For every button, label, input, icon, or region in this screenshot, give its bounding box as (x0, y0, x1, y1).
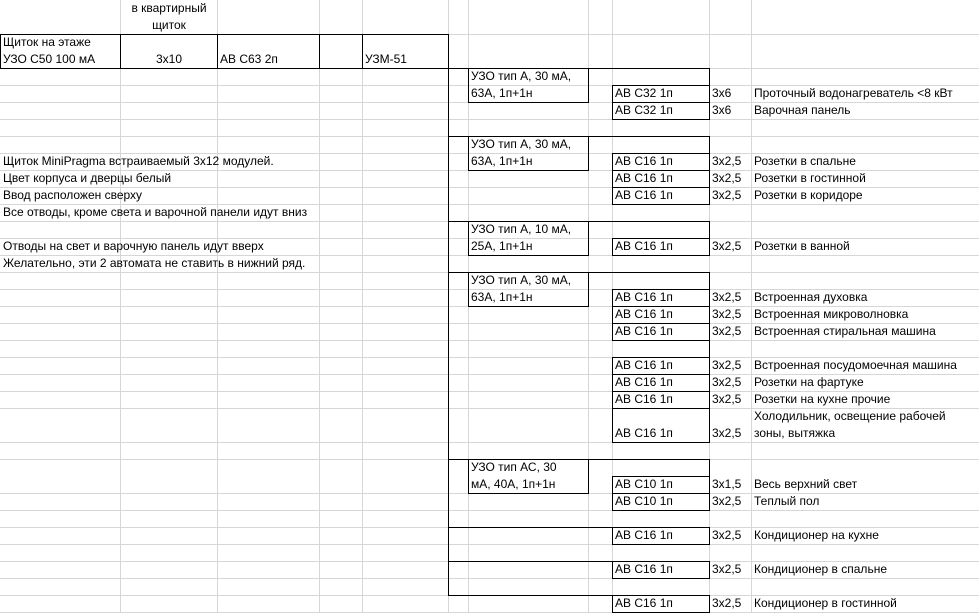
cable-label: 3х2,5 (712, 154, 742, 168)
load-label: Розетки на фартуке (754, 375, 864, 389)
gridline (0, 119, 979, 120)
note-line: Цвет корпуса и дверцы белый (3, 171, 172, 185)
rcd-label: 63А, 1п+1н (471, 154, 533, 168)
voltage-relay-label: УЗМ-51 (365, 52, 407, 66)
cable-label: 3х2,5 (712, 375, 742, 389)
connection-line (588, 272, 709, 273)
connection-line (448, 272, 468, 273)
floor-rcd-label: УЗО С50 100 мА (3, 52, 96, 66)
rcd-label: УЗО тип АС, 30 (471, 460, 557, 474)
rcd-label: 63А, 1п+1н (471, 86, 533, 100)
cable-label: 3х2,5 (712, 494, 742, 508)
connection-line (588, 221, 709, 222)
breaker-label: АВ С16 1п (615, 324, 673, 338)
breaker-label: АВ С16 1п (615, 290, 673, 304)
cable-label: 3х2,5 (712, 188, 742, 202)
breaker-label: АВ С16 1п (615, 528, 673, 542)
load-label: Кондиционер в гостинной (754, 596, 897, 610)
input-cable-label: 3х10 (155, 52, 183, 66)
connection-line (120, 34, 449, 35)
load-label: Встроенная посудомоечная машина (754, 358, 957, 372)
cable-label: 3х2,5 (712, 426, 742, 440)
gridline (0, 340, 979, 341)
load-label: Розетки в коридоре (754, 188, 863, 202)
load-label: Кондиционер в спальне (754, 562, 887, 576)
relay-box (362, 34, 449, 69)
breaker-label: АВ С16 1п (615, 392, 673, 406)
load-label: Розетки в ванной (754, 239, 850, 253)
cable-label: 3х2,5 (712, 528, 742, 542)
cable-label: 3х2,5 (712, 290, 742, 304)
breaker-label: АВ С16 1п (615, 154, 673, 168)
cable-label: 3х2,5 (712, 358, 742, 372)
gridline (0, 544, 979, 545)
cable-label: 3х2,5 (712, 171, 742, 185)
connection-line (588, 459, 709, 460)
cable-label: 3х2,5 (712, 307, 742, 321)
cable-label: 3х2,5 (712, 596, 742, 610)
load-label: Розетки на кухне прочие (754, 392, 891, 406)
load-label: Проточный водонагреватель <8 кВт (754, 86, 953, 100)
breaker-label: АВ С16 1п (615, 171, 673, 185)
note-line: Отводы на свет и варочную панель идут вверх (3, 239, 264, 253)
breaker-label: АВ С16 1п (615, 358, 673, 372)
load-label: Розетки в спальне (754, 154, 856, 168)
connection-line (448, 136, 468, 137)
load-label: Встроенная микроволновка (754, 307, 909, 321)
load-label: Розетки в гостинной (754, 171, 866, 185)
rcd-label: УЗО тип А, 10 мА, (471, 222, 572, 236)
rcd-label: 63А, 1п+1н (471, 290, 533, 304)
rcd-label: УЗО тип А, 30 мА, (471, 137, 572, 151)
connection-line (120, 68, 449, 69)
note-line: Щиток MiniPragma встраиваемый 3х12 модулей. (3, 154, 274, 168)
apartment-panel-label: в квартирный (131, 1, 207, 15)
connection-line (448, 527, 612, 528)
gridline (0, 442, 979, 443)
load-label: Варочная панель (754, 103, 851, 117)
load-label: Встроенная стиральная машина (754, 324, 936, 338)
breaker-label: АВ С16 1п (615, 596, 673, 610)
rcd-label: УЗО тип А, 30 мА, (471, 69, 572, 83)
note-line: Желательно, эти 2 автомата не ставить в нижний ряд. (3, 256, 306, 270)
cable-label: 3х2,5 (712, 562, 742, 576)
breaker-label: АВ С16 1п (615, 307, 673, 321)
breaker-label: АВ С10 1п (615, 494, 673, 508)
floor-panel-label: Щиток на этаже (3, 35, 91, 49)
load-label: Встроенная духовка (754, 290, 868, 304)
breaker-label: АВ С16 1п (615, 375, 673, 389)
breaker-label: АВ С16 1п (615, 188, 673, 202)
breaker-label: АВ С32 1п (615, 103, 673, 117)
cable-label: 3х2,5 (712, 239, 742, 253)
connection-line (448, 561, 612, 562)
main-breaker-label: АВ С63 2п (220, 52, 278, 66)
floor-panel-box (0, 34, 121, 69)
main-breaker-box (217, 34, 320, 69)
main-bus-line (448, 34, 449, 596)
connection-line (588, 68, 709, 69)
connection-line (448, 595, 612, 596)
apartment-panel-label-2: щиток (152, 18, 186, 32)
gridline (0, 510, 979, 511)
gridline (0, 578, 979, 579)
cable-label: 3х1,5 (712, 477, 742, 491)
load-label: Холодильник, освещение рабочей зоны, вытяжка (754, 409, 946, 440)
rcd-label: мА, 40А, 1п+1н (471, 477, 556, 491)
rcd-label: УЗО тип А, 30 мА, (471, 273, 572, 287)
cable-label: 3х2,5 (712, 392, 742, 406)
rcd-label: 25А, 1п+1н (471, 239, 533, 253)
breaker-label: АВ С10 1п (615, 477, 673, 491)
breaker-label: АВ С16 1п (615, 426, 673, 440)
connection-line (588, 136, 709, 137)
note-line: Все отводы, кроме света и варочной панели идут вниз (3, 205, 308, 219)
breaker-label: АВ С16 1п (615, 239, 673, 253)
cable-label: 3х2,5 (712, 324, 742, 338)
load-label: Весь верхний свет (754, 477, 858, 491)
connection-line (448, 221, 468, 222)
note-line: Ввод расположен сверху (3, 188, 143, 202)
cable-label: 3х6 (712, 103, 732, 117)
connection-line (448, 68, 468, 69)
load-label: Теплый пол (754, 494, 820, 508)
breaker-label: АВ С32 1п (615, 86, 673, 100)
cable-label: 3х6 (712, 86, 732, 100)
load-label: Кондиционер на кухне (754, 528, 879, 542)
breaker-label: АВ С16 1п (615, 562, 673, 576)
connection-line (448, 459, 468, 460)
